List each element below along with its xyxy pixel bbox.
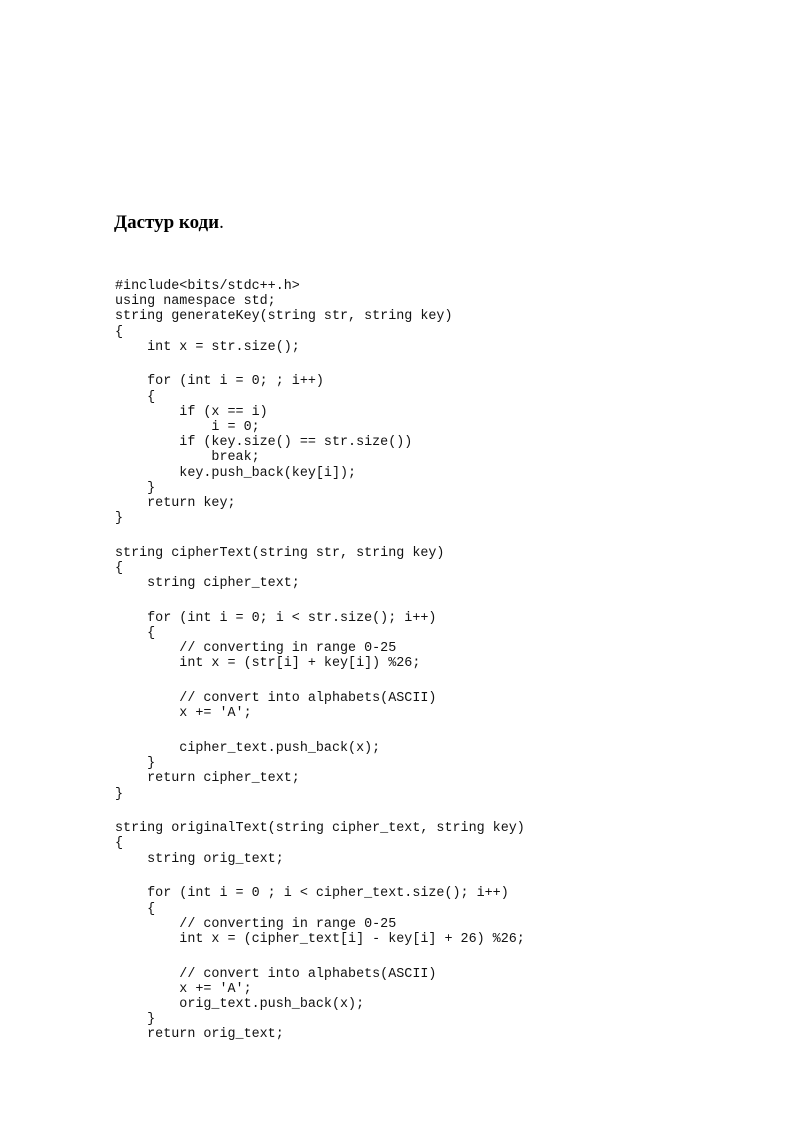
code-line: if (key.size() == str.size()) xyxy=(115,435,413,451)
code-line: } xyxy=(115,480,156,496)
code-line: x += 'A'; xyxy=(115,706,252,722)
code-line: { xyxy=(115,389,156,405)
code-line: // converting in range 0-25 xyxy=(115,641,397,657)
code-line: int x = (cipher_text[i] - key[i] + 26) %26; xyxy=(115,931,525,947)
heading-punctuation: . xyxy=(219,212,224,233)
code-line: // convert into alphabets(ASCII) xyxy=(115,691,437,707)
code-line: // convert into alphabets(ASCII) xyxy=(115,966,437,982)
code-line: { xyxy=(115,836,124,852)
code-line: return orig_text; xyxy=(115,1027,284,1043)
code-line: int x = str.size(); xyxy=(115,339,300,355)
code-line: using namespace std; xyxy=(115,294,276,310)
code-line xyxy=(115,355,795,375)
code-line: { xyxy=(115,324,124,340)
code-line: string cipher_text; xyxy=(115,576,300,592)
code-line: return key; xyxy=(115,495,236,511)
code-listing xyxy=(115,279,795,1043)
code-line xyxy=(115,867,795,887)
code-line: if (x == i) xyxy=(115,404,268,420)
code-line: break; xyxy=(115,450,260,466)
code-line: key.push_back(key[i]); xyxy=(115,465,357,481)
code-line: { xyxy=(115,626,156,642)
code-line: { xyxy=(115,901,156,917)
code-line: cipher_text.push_back(x); xyxy=(115,741,381,756)
code-line: } xyxy=(115,1012,156,1028)
code-line: return cipher_text; xyxy=(115,771,300,787)
section-heading xyxy=(114,212,224,234)
code-line: i = 0; xyxy=(115,420,260,435)
code-line: orig_text.push_back(x); xyxy=(115,996,365,1012)
code-line: string generateKey(string str, string key) xyxy=(115,309,453,325)
code-line: for (int i = 0; i < str.size(); i++) xyxy=(115,610,437,626)
code-line xyxy=(115,802,795,822)
code-line: for (int i = 0 ; i < cipher_text.size(); i++) xyxy=(115,886,509,902)
code-line: #include<bits/stdc++.h> xyxy=(115,279,300,294)
code-line: // converting in range 0-25 xyxy=(115,916,397,932)
code-line: string orig_text; xyxy=(115,851,284,867)
code-line xyxy=(115,947,795,967)
code-line: string cipherText(string str, string key) xyxy=(115,545,445,561)
code-line xyxy=(115,526,795,546)
code-line: for (int i = 0; ; i++) xyxy=(115,374,324,390)
code-line: } xyxy=(115,786,124,802)
code-line: } xyxy=(115,756,156,772)
code-line: int x = (str[i] + key[i]) %26; xyxy=(115,656,421,672)
heading-text: Дастур коди xyxy=(114,212,220,233)
code-line: { xyxy=(115,561,124,576)
code-line: string originalText(string cipher_text, string key) xyxy=(115,821,525,837)
code-line: } xyxy=(115,511,124,527)
code-line xyxy=(115,722,795,742)
code-line xyxy=(115,591,795,611)
code-line xyxy=(115,672,795,692)
code-line: x += 'A'; xyxy=(115,981,252,997)
